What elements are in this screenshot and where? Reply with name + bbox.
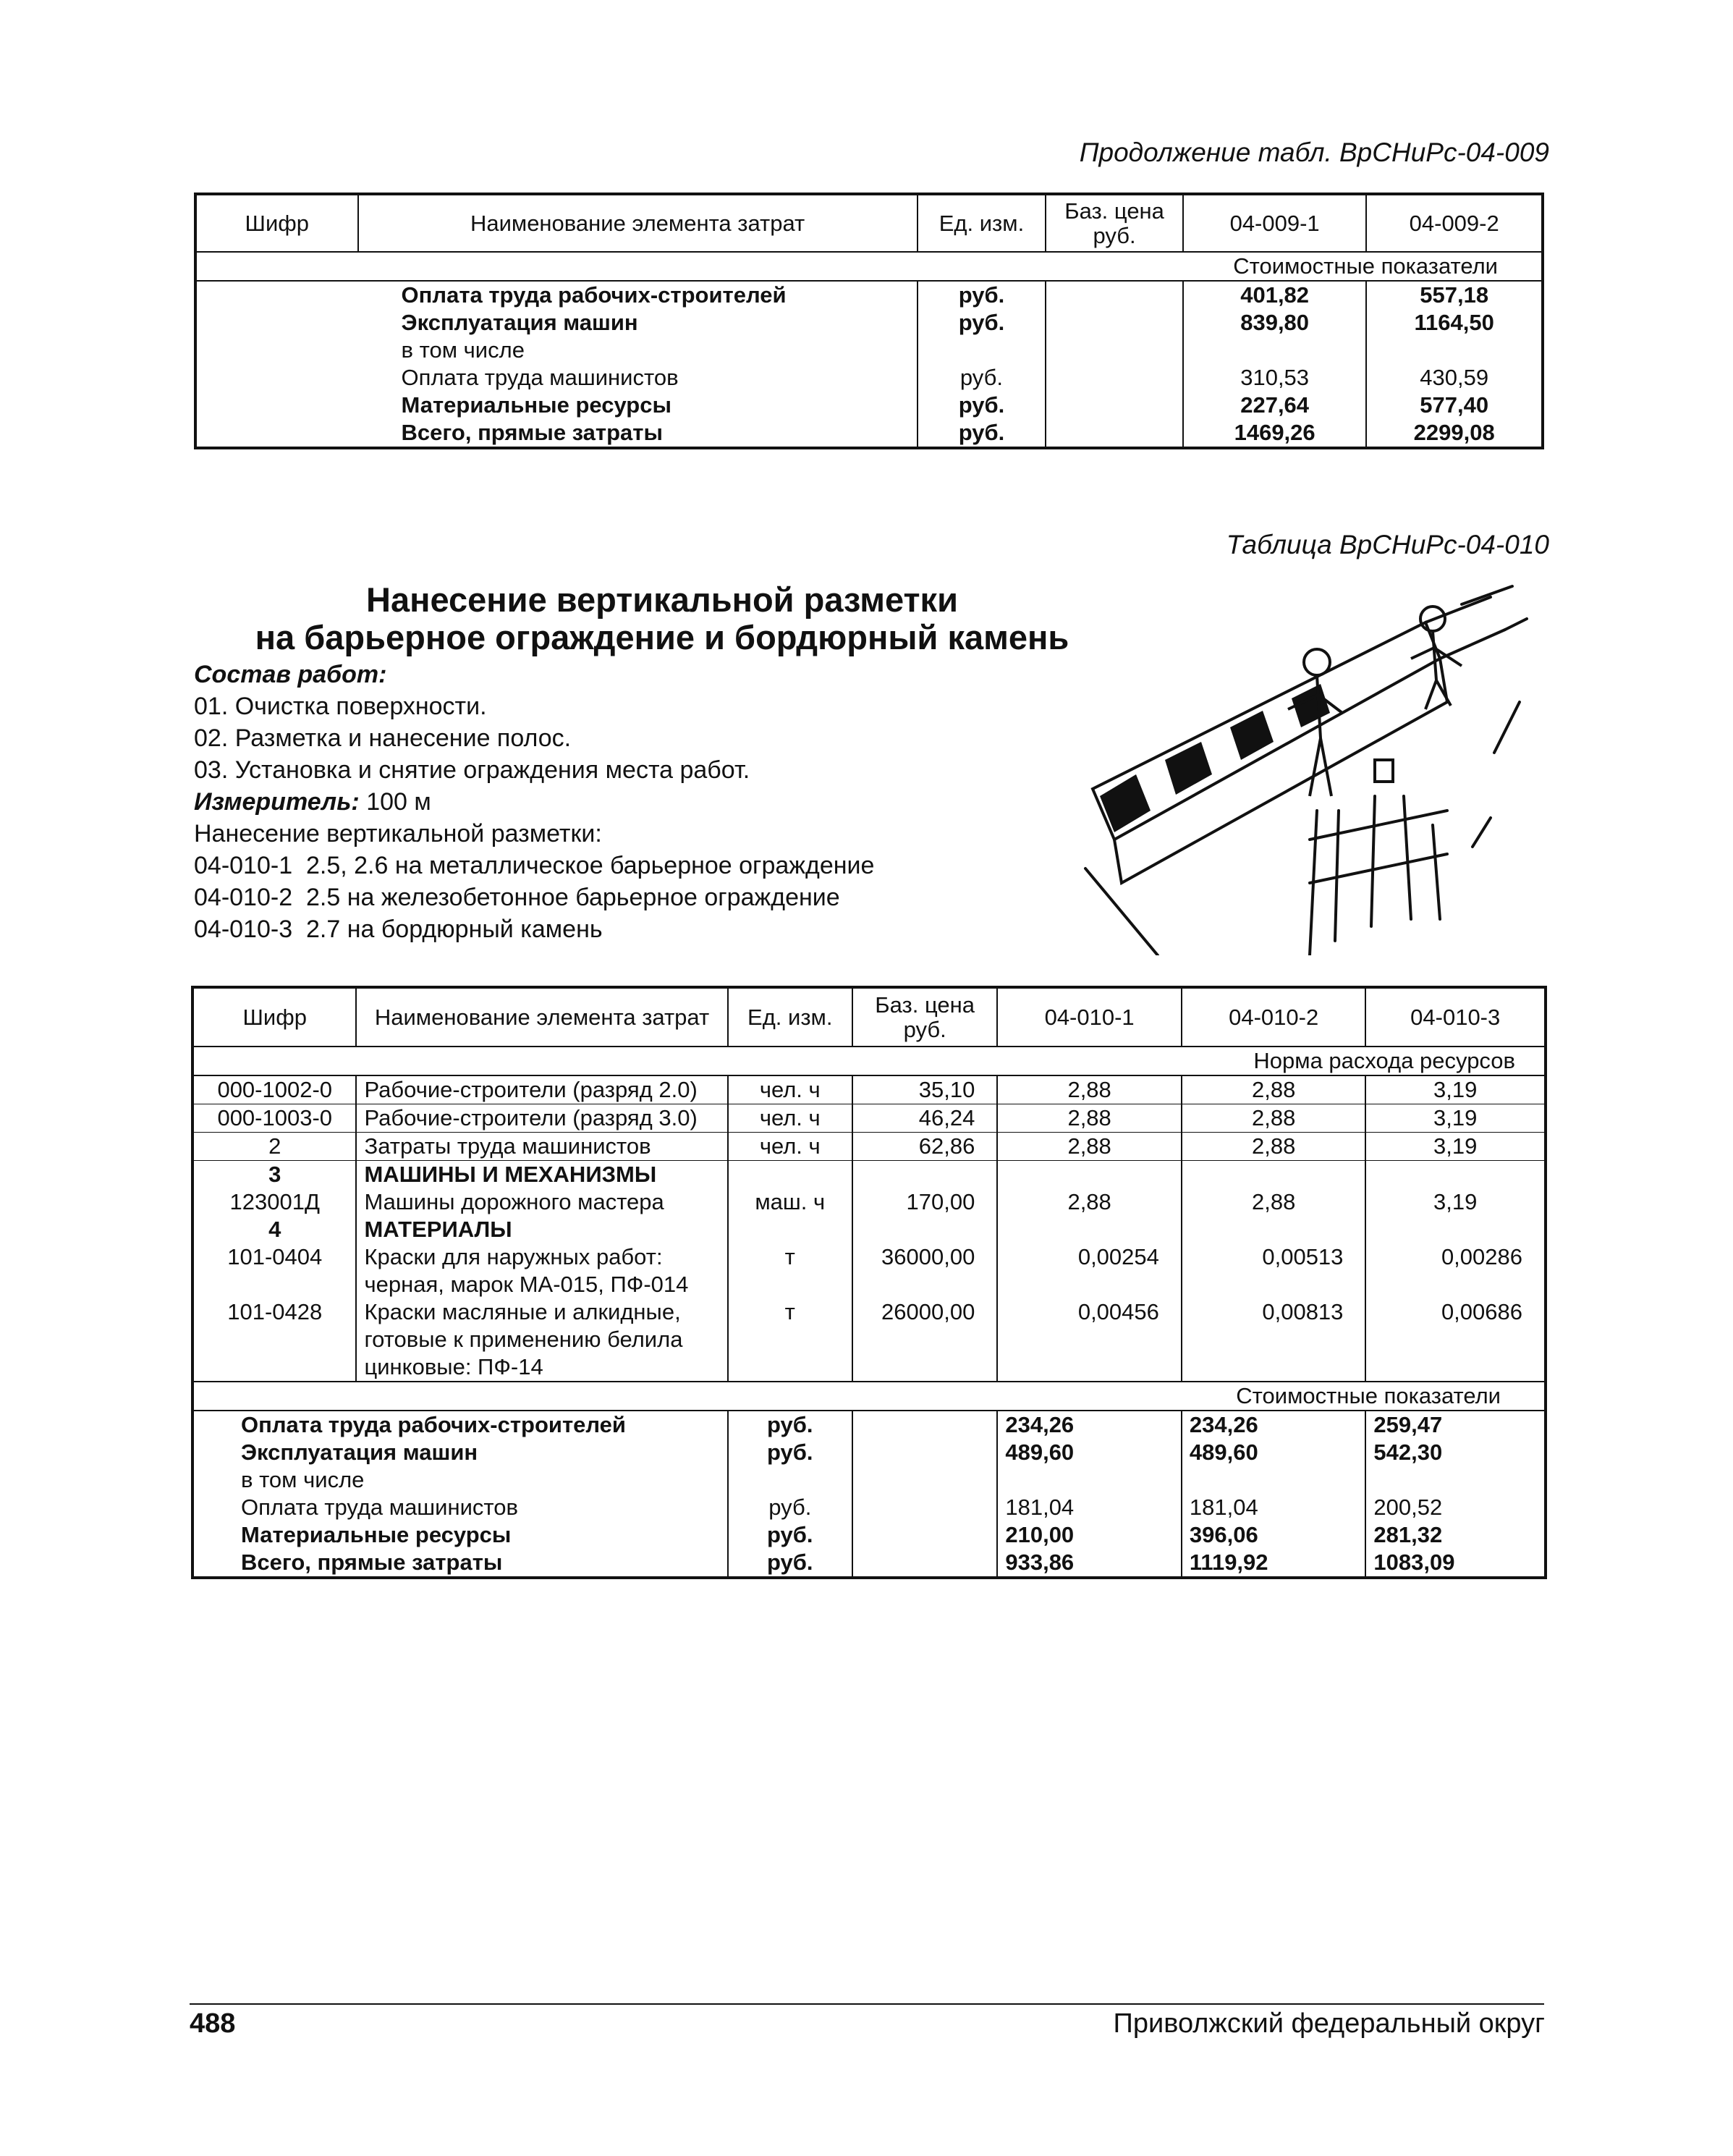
section-row bbox=[192, 1382, 1546, 1411]
value-cell: 259,47 bbox=[1365, 1411, 1546, 1439]
header-col3: 04-010-3 bbox=[1365, 987, 1546, 1047]
value-cell bbox=[1183, 337, 1367, 364]
unit-cell: т bbox=[728, 1298, 852, 1382]
table-row bbox=[192, 1104, 1546, 1133]
name-cell: Оплата труда машинистов bbox=[241, 1495, 518, 1520]
price-cell bbox=[1046, 392, 1183, 419]
value-cell: 1469,26 bbox=[1183, 419, 1367, 448]
header-name: Наименование элемента затрат bbox=[356, 987, 727, 1047]
code-cell bbox=[195, 309, 358, 337]
section-row bbox=[195, 252, 1543, 281]
value-cell: 2,88 bbox=[997, 1075, 1182, 1104]
value-cell: 542,30 bbox=[1365, 1439, 1546, 1466]
code-cell bbox=[192, 1439, 728, 1466]
value-cell: 557,18 bbox=[1366, 281, 1543, 309]
unit-cell: т bbox=[728, 1243, 852, 1298]
value-cell bbox=[1365, 1466, 1546, 1494]
table-row bbox=[192, 1075, 1546, 1104]
price-cell: 62,86 bbox=[852, 1133, 997, 1161]
value-cell: 227,64 bbox=[1183, 392, 1367, 419]
cost-rows bbox=[192, 1411, 1546, 1578]
header-code: Шифр bbox=[192, 987, 356, 1047]
marking-intro: Нанесение вертикальной разметки: bbox=[194, 820, 602, 847]
header-price: Баз. цена руб. bbox=[1046, 194, 1183, 252]
unit-cell: руб. bbox=[728, 1549, 852, 1578]
value-cell bbox=[1182, 1466, 1366, 1494]
unit-cell bbox=[728, 1161, 852, 1189]
name-cell: Машины дорожного мастера bbox=[356, 1188, 727, 1216]
price-cell bbox=[852, 1161, 997, 1189]
value-cell: 0,00813 bbox=[1182, 1298, 1366, 1382]
table-header-row bbox=[195, 194, 1543, 252]
code-cell: 4 bbox=[268, 1217, 281, 1242]
code-cell bbox=[192, 1521, 728, 1549]
value-cell bbox=[1365, 1216, 1546, 1243]
price-cell bbox=[852, 1521, 997, 1549]
table-header-row bbox=[192, 987, 1546, 1047]
header-col1: 04-009-1 bbox=[1183, 194, 1367, 252]
name-cell: Эксплуатация машин bbox=[241, 1440, 478, 1465]
code-cell: 2 bbox=[192, 1133, 356, 1161]
resource-rows bbox=[192, 1075, 1546, 1382]
cost-table-04-009 bbox=[194, 193, 1544, 449]
name-cell: Рабочие-строители (разряд 2.0) bbox=[356, 1075, 727, 1104]
price-cell bbox=[1046, 309, 1183, 337]
value-cell: 430,59 bbox=[1366, 364, 1543, 392]
table-row bbox=[192, 1243, 1546, 1298]
value-cell: 2,88 bbox=[997, 1188, 1182, 1216]
unit-cell: руб. bbox=[728, 1494, 852, 1521]
value-cell: 310,53 bbox=[1183, 364, 1367, 392]
work-item: 03. Установка и снятие ограждения места работ. bbox=[194, 756, 750, 784]
region-name: Приволжский федеральный округ bbox=[1113, 2008, 1545, 2039]
value-cell bbox=[1366, 337, 1543, 364]
section-label: Норма расхода ресурсов bbox=[192, 1047, 1546, 1075]
cost-rows bbox=[195, 281, 1543, 448]
header-price: Баз. цена руб. bbox=[852, 987, 997, 1047]
value-cell: 2,88 bbox=[1182, 1104, 1366, 1133]
unit-cell: руб. bbox=[728, 1521, 852, 1549]
work-item: 01. Очистка поверхности. bbox=[194, 693, 487, 720]
section-label: Стоимостные показатели bbox=[195, 252, 1543, 281]
price-cell bbox=[852, 1549, 997, 1578]
code-cell: 3 bbox=[268, 1162, 281, 1187]
value-cell bbox=[1182, 1161, 1366, 1189]
meter-line bbox=[194, 786, 874, 818]
table-row bbox=[192, 1298, 1546, 1382]
value-cell: 200,52 bbox=[1365, 1494, 1546, 1521]
value-cell: 2,88 bbox=[1182, 1133, 1366, 1161]
code-cell bbox=[195, 337, 358, 364]
code-cell bbox=[195, 392, 358, 419]
name-cell: Материальные ресурсы bbox=[401, 392, 671, 418]
code-cell: 123001Д bbox=[229, 1189, 320, 1214]
unit-cell: маш. ч bbox=[728, 1188, 852, 1216]
code-cell bbox=[195, 281, 358, 309]
unit-cell: руб. bbox=[918, 309, 1046, 337]
section-title-line1: Нанесение вертикальной разметки bbox=[366, 580, 958, 619]
code-cell bbox=[192, 1411, 728, 1439]
unit-cell: руб. bbox=[918, 281, 1046, 309]
name-cell: в том числе bbox=[401, 337, 525, 363]
unit-cell: руб. bbox=[918, 419, 1046, 448]
value-cell: 489,60 bbox=[997, 1439, 1182, 1466]
value-cell: 933,86 bbox=[997, 1549, 1182, 1578]
name-cell: Рабочие-строители (разряд 3.0) bbox=[356, 1104, 727, 1133]
value-cell: 839,80 bbox=[1183, 309, 1367, 337]
table-row bbox=[192, 1494, 1546, 1521]
footer-rule bbox=[190, 2003, 1544, 2005]
price-cell bbox=[1046, 419, 1183, 448]
code-cell: 000-1002-0 bbox=[192, 1075, 356, 1104]
value-cell bbox=[1365, 1161, 1546, 1189]
code-cell bbox=[192, 1494, 728, 1521]
price-cell bbox=[1046, 281, 1183, 309]
table-row bbox=[195, 309, 1543, 337]
unit-cell bbox=[728, 1216, 852, 1243]
price-cell bbox=[1046, 364, 1183, 392]
code-cell: 000-1003-0 bbox=[192, 1104, 356, 1133]
header-code: Шифр bbox=[195, 194, 358, 252]
table-row bbox=[195, 419, 1543, 448]
work-item: 02. Разметка и нанесение полос. bbox=[194, 724, 572, 752]
value-cell: 0,00513 bbox=[1182, 1243, 1366, 1298]
code-cell: 101-0404 bbox=[227, 1244, 323, 1269]
name-cell: в том числе bbox=[241, 1467, 365, 1492]
unit-cell: руб. bbox=[728, 1411, 852, 1439]
table-caption: Таблица ВрСНиРс-04-010 bbox=[1226, 530, 1549, 559]
variant-item: 04-010-3 2.7 на бордюрный камень bbox=[194, 916, 603, 943]
price-cell bbox=[852, 1494, 997, 1521]
value-cell: 3,19 bbox=[1365, 1104, 1546, 1133]
header-col2: 04-009-2 bbox=[1366, 194, 1543, 252]
code-cell bbox=[195, 364, 358, 392]
name-cell: Материальные ресурсы bbox=[241, 1522, 512, 1547]
name-cell: Оплата труда рабочих-строителей bbox=[401, 282, 787, 308]
value-cell: 396,06 bbox=[1182, 1521, 1366, 1549]
price-cell bbox=[852, 1411, 997, 1439]
value-cell: 281,32 bbox=[1365, 1521, 1546, 1549]
header-col1: 04-010-1 bbox=[997, 987, 1182, 1047]
work-description bbox=[194, 659, 874, 945]
table-row bbox=[195, 364, 1543, 392]
header-unit: Ед. изм. bbox=[918, 194, 1046, 252]
value-cell: 3,19 bbox=[1365, 1133, 1546, 1161]
value-cell: 1083,09 bbox=[1365, 1549, 1546, 1578]
name-cell: Оплата труда рабочих-строителей bbox=[241, 1412, 626, 1437]
section-row bbox=[192, 1047, 1546, 1075]
unit-cell: чел. ч bbox=[728, 1104, 852, 1133]
table-row bbox=[192, 1133, 1546, 1161]
value-cell: 0,00286 bbox=[1365, 1243, 1546, 1298]
value-cell: 0,00254 bbox=[997, 1243, 1182, 1298]
value-cell bbox=[997, 1466, 1182, 1494]
table-row bbox=[192, 1216, 1546, 1243]
value-cell: 2299,08 bbox=[1366, 419, 1543, 448]
table-row bbox=[192, 1411, 1546, 1439]
price-cell: 36000,00 bbox=[852, 1243, 997, 1298]
value-cell: 3,19 bbox=[1365, 1188, 1546, 1216]
table-row bbox=[192, 1188, 1546, 1216]
value-cell: 0,00686 bbox=[1365, 1298, 1546, 1382]
code-cell bbox=[195, 419, 358, 448]
code-cell bbox=[192, 1549, 728, 1578]
name-cell: Оплата труда машинистов bbox=[401, 365, 679, 390]
continuation-caption: Продолжение табл. ВрСНиРс-04-009 bbox=[1079, 138, 1549, 167]
value-cell: 234,26 bbox=[997, 1411, 1182, 1439]
value-cell: 2,88 bbox=[1182, 1075, 1366, 1104]
value-cell bbox=[997, 1161, 1182, 1189]
name-cell: МАТЕРИАЛЫ bbox=[356, 1216, 727, 1243]
value-cell: 0,00456 bbox=[997, 1298, 1182, 1382]
name-cell: Всего, прямые затраты bbox=[241, 1550, 503, 1575]
value-cell: 577,40 bbox=[1366, 392, 1543, 419]
table-row bbox=[192, 1161, 1546, 1189]
table-row bbox=[192, 1439, 1546, 1466]
price-cell bbox=[1046, 337, 1183, 364]
value-cell: 3,19 bbox=[1365, 1075, 1546, 1104]
variant-item: 04-010-1 2.5, 2.6 на металлическое барьерное ограждение bbox=[194, 852, 875, 879]
section-label: Стоимостные показатели bbox=[192, 1382, 1546, 1411]
value-cell: 1164,50 bbox=[1366, 309, 1543, 337]
price-cell bbox=[852, 1439, 997, 1466]
unit-cell bbox=[918, 337, 1046, 364]
price-cell: 26000,00 bbox=[852, 1298, 997, 1382]
price-cell: 35,10 bbox=[852, 1075, 997, 1104]
value-cell bbox=[1182, 1216, 1366, 1243]
value-cell: 210,00 bbox=[997, 1521, 1182, 1549]
name-cell: МАШИНЫ И МЕХАНИЗМЫ bbox=[356, 1161, 727, 1189]
value-cell: 2,88 bbox=[997, 1104, 1182, 1133]
value-cell: 181,04 bbox=[997, 1494, 1182, 1521]
value-cell: 181,04 bbox=[1182, 1494, 1366, 1521]
meter-value: 100 м bbox=[366, 788, 431, 816]
price-cell bbox=[852, 1216, 997, 1243]
road-marking-illustration bbox=[1071, 579, 1534, 955]
code-cell bbox=[192, 1466, 728, 1494]
name-cell: Затраты труда машинистов bbox=[356, 1133, 727, 1161]
name-cell: Краски масляные и алкидные, готовые к применению белила цинковые: ПФ-14 bbox=[356, 1298, 727, 1382]
section-title-line2: на барьерное ограждение и бордюрный камень bbox=[255, 618, 1069, 656]
meter-label: Измеритель: bbox=[194, 788, 360, 816]
table-row bbox=[192, 1549, 1546, 1578]
unit-cell: чел. ч bbox=[728, 1075, 852, 1104]
name-cell: Краски для наружных работ: черная, марок МА-015, ПФ-014 bbox=[356, 1243, 727, 1298]
table-row bbox=[192, 1521, 1546, 1549]
value-cell: 1119,92 bbox=[1182, 1549, 1366, 1578]
table-row bbox=[195, 392, 1543, 419]
header-name: Наименование элемента затрат bbox=[358, 194, 918, 252]
unit-cell: руб. bbox=[918, 364, 1046, 392]
value-cell: 2,88 bbox=[997, 1133, 1182, 1161]
unit-cell bbox=[728, 1466, 852, 1494]
price-cell: 46,24 bbox=[852, 1104, 997, 1133]
composition-label: Состав работ: bbox=[194, 661, 387, 688]
unit-cell: руб. bbox=[918, 392, 1046, 419]
table-row bbox=[195, 281, 1543, 309]
price-cell: 170,00 bbox=[852, 1188, 997, 1216]
resource-table-04-010 bbox=[191, 986, 1547, 1579]
name-cell: Всего, прямые затраты bbox=[401, 420, 663, 445]
table-row bbox=[192, 1466, 1546, 1494]
value-cell: 401,82 bbox=[1183, 281, 1367, 309]
header-col2: 04-010-2 bbox=[1182, 987, 1366, 1047]
value-cell bbox=[997, 1216, 1182, 1243]
page-number: 488 bbox=[190, 2008, 236, 2039]
value-cell: 234,26 bbox=[1182, 1411, 1366, 1439]
value-cell: 2,88 bbox=[1182, 1188, 1366, 1216]
name-cell: Эксплуатация машин bbox=[401, 310, 638, 335]
table-row bbox=[195, 337, 1543, 364]
unit-cell: чел. ч bbox=[728, 1133, 852, 1161]
price-cell bbox=[852, 1466, 997, 1494]
value-cell: 489,60 bbox=[1182, 1439, 1366, 1466]
unit-cell: руб. bbox=[728, 1439, 852, 1466]
variant-item: 04-010-2 2.5 на железобетонное барьерное ограждение bbox=[194, 884, 840, 911]
code-cell: 101-0428 bbox=[227, 1299, 323, 1324]
header-unit: Ед. изм. bbox=[728, 987, 852, 1047]
